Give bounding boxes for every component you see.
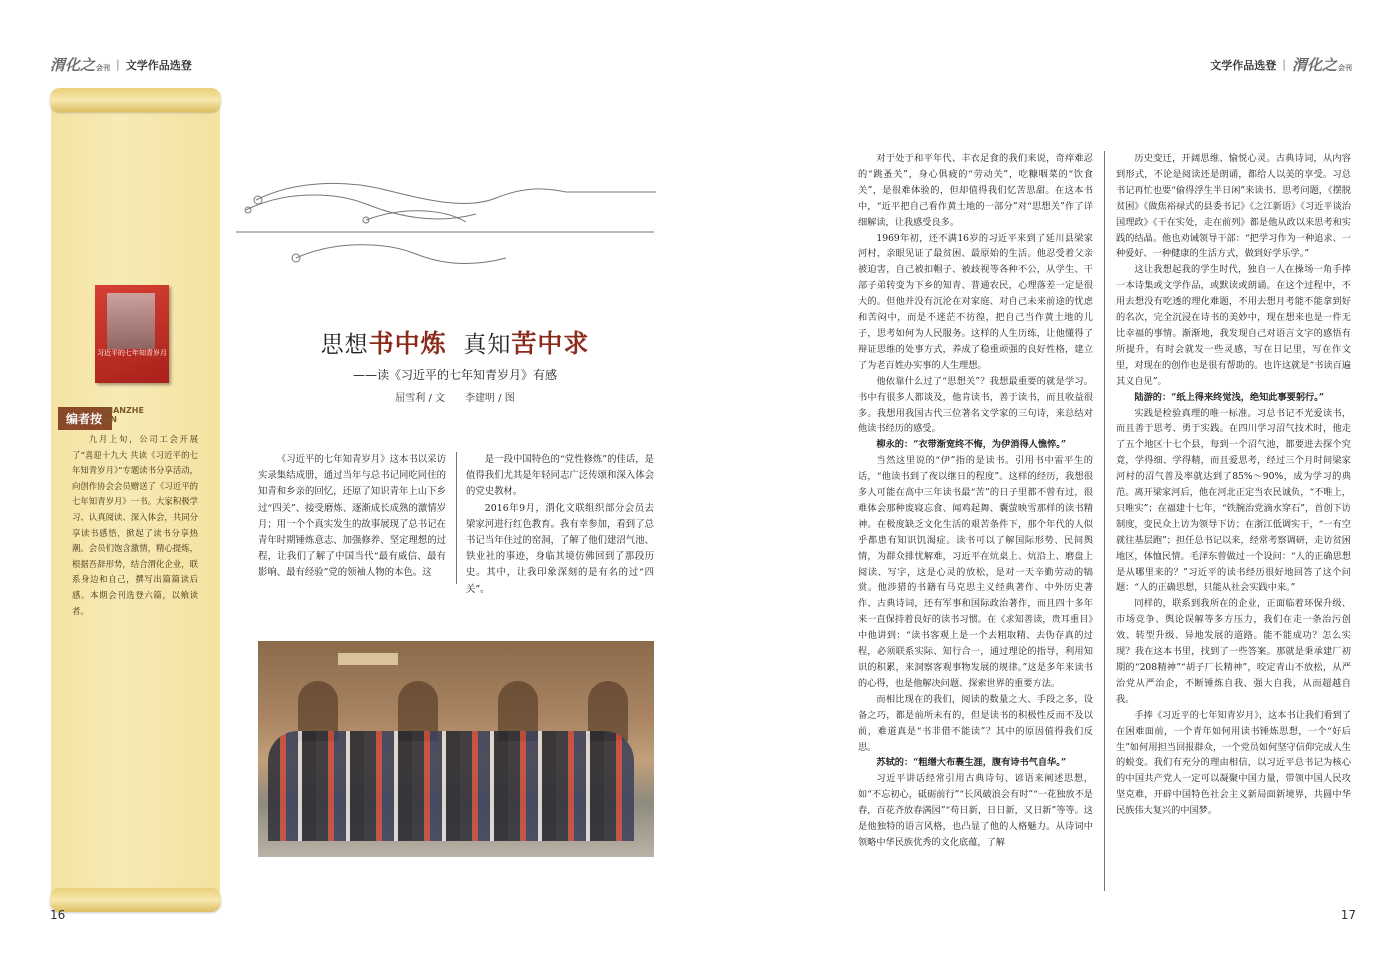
page-number-right: 17 <box>1340 908 1356 922</box>
article-column-3: 对于处于和平年代、丰衣足食的我们来说，奇痒难忍的“跳蚤关”，身心俱疲的“劳动关”，吃糠咽菜的“饮食关”，是很难体验的，但却值得我们忆苦思甜。在这本书中，“近平把自己看作黄土地的一部分”对“思想关”作了详细解读，让我感受良多。 1969年初，还不满16岁的习近平来到了延川县梁家河村，亲眼见证了最贫困、最原始的生活。他忍受着父亲被迫害，自己被扣帽子、被歧视等各种不公，从学生、干部子弟转变为下乡的知青、普通农民，心理落差一定是很大的。但他并没有沉沦在对家庭、对自己未来前途的忧虑和苦闷中，而是不迷茫不彷徨，把自己当作黄土地的儿子，思考如何为人民服务。这样的人生历练，让他懂得了辩证思维的处事方式，养成了稳重顽强的良好性格，建立了为老百姓办实事的人生理想。 他依靠什么过了“思想关”？我想最重要的就是学习。书中有很多人都谈及，他肯读书，善于读书，而且收益很多。我想用我国古代三位著名文学家的三句诗，来总结对他读书经历的感受。 柳永的：“衣带渐宽终不悔，为伊消得人憔悴。” 当然这里说的“伊”指的是读书。引用书中雷平生的话，“他读书到了夜以继日的程度”。这样的经历，我想很多人可能在高中三年读书最“苦”的日子里都不曾有过，很难体会那种废寝忘食、闻鸡起舞、囊萤映雪那样的读书精神。在极度缺乏文化生活的艰苦条件下，那个年代的人似乎都患有知识饥渴症。读书可以了解国际形势、民间舆情，为群众排忧解难，习近平在炕桌上、炕沿上、磨盘上阅读、写字，这是心灵的放松，是对一天辛勤劳动的犒赏。他渉猎的书籍有马克思主义经典著作、中外历史著作、古典诗词，还有军事和国际政治著作，而且四十多年来一直保持着良好的读书习惯。在《求知善读，贵耳重目》中他讲到：“读书客观上是一个去粗取精、去伪存真的过程，必须联系实际、知行合一，通过理论的指导，利用知识的积累，来洞察客观事物发展的规律。”这是多年来读书的心得，也是他解决问题、探索世界的重要方法。 而相比现在的我们，阅读的数量之大、手段之多，设备之巧，都是前所未有的，但是读书的积极性反而不及以前，难道真是“书非借不能读”？其中的原因值得我们反思。 苏轼的：“粗缯大布裹生涯，腹有诗书气自华。” 习近平讲话经常引用古典诗句、谚语来阐述思想，如“不忘初心，砥砺前行”“长风破浪会有时”“一花独放不是春，百花齐放春满园”“苟日新，日日新，又日新”等等。这是他独特的语言风格，也凸显了他的人格魅力。从诗词中领略中华民族优秀的文化底蕴，了解 <box>858 153 1093 848</box>
article-title-block <box>300 324 610 404</box>
right-header: 文学作品选登 | 渭化之会刊 <box>1210 56 1352 74</box>
column-divider-right <box>1104 151 1105 891</box>
page-number-left: 16 <box>50 908 66 922</box>
article-column-1: 《习近平的七年知青岁月》这本书以采访实录集结成册，通过当年与总书记同吃同住的知青和乡亲的回忆，还原了知识青年上山下乡过“四关”、接受磨炼、逐渐成长成熟的激情岁月；用一个个真实发生的故事展现了总书记在青年时期锤炼意志、加强修养、坚定理想的过程，让我们了解了中国当代“最有威信、最有影响、最有经验”党的领袖人物的本色。这 <box>258 454 446 579</box>
group-photo <box>258 641 654 857</box>
right-logo: 渭化之会刊 <box>1291 56 1352 74</box>
quote-heading-luyou: 陆游的：“纸上得来终觉浅，绝知此事要躬行。” <box>1134 391 1325 403</box>
right-section-label: 文学作品选登 <box>1210 58 1277 72</box>
scroll-bottom-roll <box>50 888 221 912</box>
quote-heading-liuyong: 柳永的：“衣带渐宽终不悔，为伊消得人憔悴。” <box>876 439 1067 451</box>
book-cover-title: 习近平的七年知青岁月 <box>97 349 167 357</box>
article-author: 屈雪利 / 文 李建明 / 图 <box>395 393 515 404</box>
left-logo: 渭化之会刊 <box>50 56 111 74</box>
column-divider <box>456 452 457 584</box>
article-title: 思想书中炼 真知苦中求 <box>320 329 590 358</box>
scroll-top-roll <box>50 88 221 112</box>
left-header: 渭化之会刊 | 文学作品选登 <box>50 56 192 74</box>
editor-note-pinyin: BIANZHE AN <box>104 406 144 424</box>
article-column-2: 是一段中国特色的“党性修炼”的佳话，是值得我们尤其是年轻同志广泛传颂和深入体会的党史教材。 2016年9月，渭化文联组织部分会员去梁家河进行红色教育。我有幸参加，看到了总书记当年住过的窑洞，了解了他们建沼气池、铁业社的事迹，身临其境仿佛回到了那段历史。其中，让我印象深刻的是有名的过“四关”。 <box>466 454 654 595</box>
article-column-4: 历史变迁，开阔思维、愉悦心灵。古典诗词，从内容到形式，不论是阅读还是朗诵，都给人以美的享受。习总书记再忙也要“偷得浮生半日闲”来读书、思考问题，《摆脱贫困》《做焦裕禄式的县委书记》《之江新语》《习近平谈治国理政》《干在实处，走在前列》都是他从政以来思考和实践的结晶。他也劝诫领导干部：“把学习作为一种追求、一种爱好、一种健康的生活方式，做到好学乐学。” 这让我想起我的学生时代，独自一人在操场一角手捧一本诗集或文学作品，或默读或朗诵。在这个过程中，不用去想没有吃透的理化难题，不用去想月考能不能拿到好的名次，完全沉浸在诗书的美妙中，现在想来也是一件无比幸福的事情。渐渐地，我发现自己对语言文字的感悟有所提升，有时会就发一些灵感，写在日记里，写在作文里，对现在的创作也是很有帮助的。也许这就是“书读百遍其义自见”。 陆游的：“纸上得来终觉浅，绝知此事要躬行。” 实践是检验真理的唯一标准。习总书记不光爱读书，而且善于思考、勇于实践。在四川学习沼气技术时，他走了五个地区十七个县，每到一个沼气池，都要进去探个究竟，学得细、学得精，而且爱思考，经过三个月时间梁家河村的沼气普及率就达到了85%～90%，成为学习的典范。离开梁家河后，他在河北正定当农民诚负，“不唯上，只唯实”；在福建十七年，“铁腕治党滴水穿石”，首创下访制度，变民众上访为领导下访；在浙江低调实干，“一有空就往基层跑”；担任总书记以来，经常考察调研，走访贫困地区，体恤民情。毛泽东曾做过一个设问：“人的正确思想是从哪里来的？”习近平的读书经历很好地回答了这个问题：“人的正确思想，只能从社会实践中来。” 同样的，联系到我所在的企业，正面临着环保升级、市场竞争、舆论误解等多方压力，我们在走一条治污创效、转型升级、异地发展的道路。能不能成功？怎么实现？我在这本书里，找到了一些答案。那就是秉承建厂初期的“208精神”“胡子厂长精神”，咬定青山不放松，从严治党从严治企，不断锤炼自我、强大自我，从而超越自我。 手捧《习近平的七年知青岁月》，这本书让我们看到了在困难面前，一个青年如何用读书锤炼思想，一个“好后生”如何用担当回报群众，一个党员如何坚守信仰完成人生的蜕变。我们有充分的理由相信，以习近平总书记为核心的中国共产党人一定可以凝聚中国力量，带领中国人民攻坚克难，开辟中国特色社会主义新局面新境界，共圆中华民族伟大复兴的中国梦。 <box>1116 153 1351 817</box>
editor-note-label: 编者按 <box>58 407 112 430</box>
quote-heading-sushi: 苏轼的：“粗缯大布裹生涯，腹有诗书气自华。” <box>876 757 1067 769</box>
article-subtitle: ——读《习近平的七年知青岁月》有感 <box>352 368 557 382</box>
left-section-label: 文学作品选登 <box>125 58 192 72</box>
book-cover-image <box>95 285 169 383</box>
editor-note-text: 九月上旬，公司工会开展了“喜迎十九大 共读《习近平的七年知青岁月》”专题读书分享活动，向创作协会会员赠送了《习近平的七年知青岁月》一书。大家积极学习、认真阅读、深入体会，共同分享读书感悟，掀起了读书分享热潮。会员们饱含激情，精心提炼，根据吾辞形势，结合渭化企业，联系身边和自己，撰写出篇篇读后感。本期会刊选登六篇，以飨读者。 <box>72 434 198 616</box>
decorative-curves <box>236 170 656 280</box>
